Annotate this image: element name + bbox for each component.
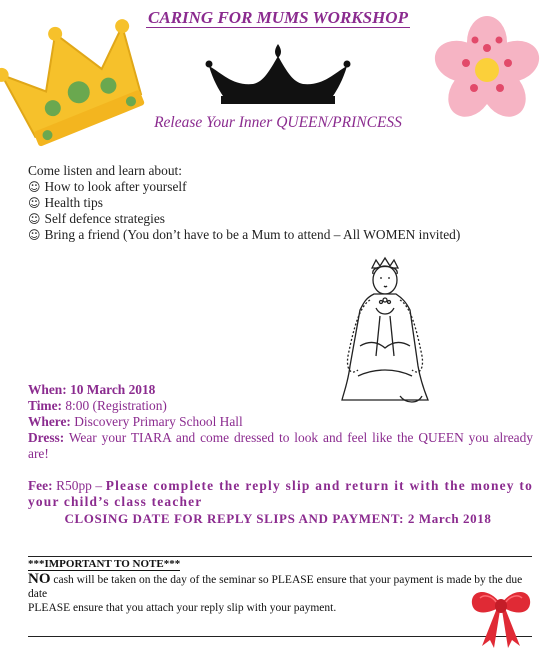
no-word: NO <box>28 571 51 587</box>
smiley-icon: ☺ <box>28 196 41 210</box>
red-bow-icon <box>468 584 534 648</box>
smiley-icon: ☺ <box>28 180 41 194</box>
dress-row: Dress: Wear your TIARA and come dressed to look and feel like the QUEEN you already are! <box>28 430 533 461</box>
important-body <box>28 572 533 615</box>
where-row: Where: Discovery Primary School Hall <box>28 414 243 429</box>
fee-instruction: Please complete the reply slip and return it with the money to your child’s class teacher <box>28 478 533 509</box>
important-line-1: cash will be taken on the day of the seminar so PLEASE ensure that your payment is made by the due date <box>28 574 523 600</box>
fee-label: Fee: <box>28 478 53 493</box>
subtitle: Release Your Inner QUEEN/PRINCESS <box>154 114 402 131</box>
fee-paragraph <box>28 478 533 510</box>
list-item: ☺ Health tips <box>28 195 103 210</box>
when-row: When: 10 March 2018 <box>28 382 156 397</box>
list-item: ☺ Bring a friend (You don’t have to be a Mum to attend – All WOMEN invited) <box>28 227 461 242</box>
closing-date: CLOSING DATE FOR REPLY SLIPS AND PAYMENT: 2 March 2018 <box>64 511 492 526</box>
fee-amount: R50pp – <box>56 478 103 493</box>
topics-list <box>28 163 533 243</box>
divider-bottom <box>28 636 532 637</box>
black-crown-icon <box>203 44 353 106</box>
important-heading: ***IMPORTANT TO NOTE*** <box>28 558 181 570</box>
time-row: Time: 8:00 (Registration) <box>28 398 167 413</box>
event-details <box>28 382 533 462</box>
list-item: ☺ Self defence strategies <box>28 211 165 226</box>
topics-lead: Come listen and learn about: <box>28 163 182 178</box>
divider-top <box>28 556 532 557</box>
list-item: ☺ How to look after yourself <box>28 179 187 194</box>
title-text: CARING FOR MUMS WORKSHOP <box>148 8 408 27</box>
smiley-icon: ☺ <box>28 212 41 226</box>
smiley-icon: ☺ <box>28 228 41 242</box>
pink-blossom-icon <box>428 16 546 122</box>
important-line-2: PLEASE ensure that you attach your reply slip with your payment. <box>28 602 337 614</box>
